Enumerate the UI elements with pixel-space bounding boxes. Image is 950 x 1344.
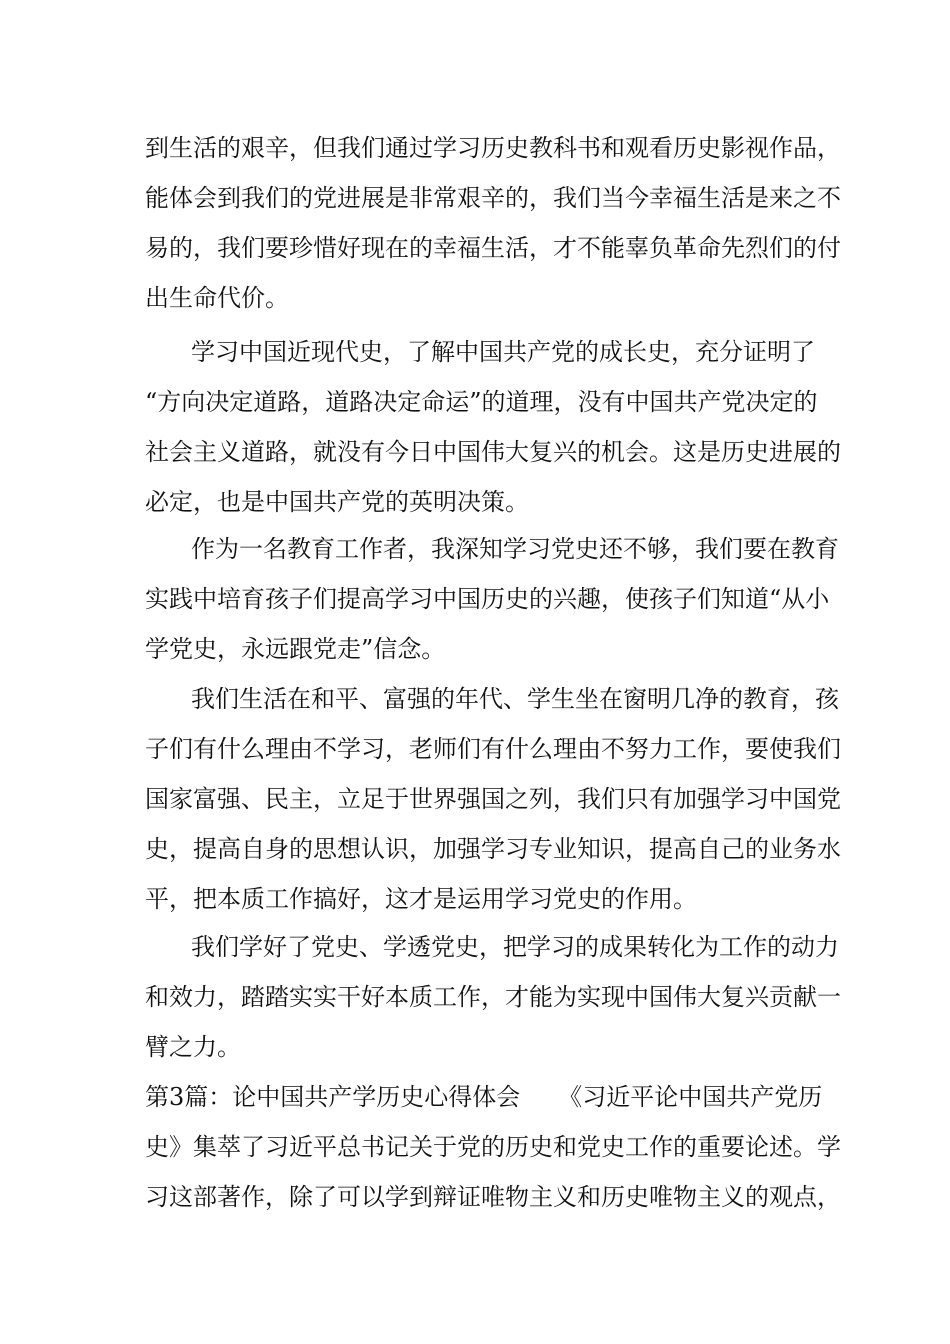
paragraph-1: [145, 123, 841, 323]
section-3: [145, 1072, 841, 1222]
text-line: 习这部著作，除了可以学到辩证唯物主义和历史唯物主义的观点，: [145, 1183, 841, 1211]
paragraph-2: [145, 327, 841, 527]
text-line: 学党史，永远跟党走”信念。: [145, 635, 446, 663]
text-line: 出生命代价。: [145, 284, 289, 312]
text-line: “方向决定道路，道路决定命运”的道理，没有中国共产党决定的: [145, 388, 818, 416]
text-line: 我们学好了党史、学透党史，把学习的成果转化为工作的动力: [191, 933, 839, 961]
section-heading: 第3篇：论中国共产学历史心得体会: [145, 1083, 521, 1111]
text-line: 和效力，踏踏实实干好本质工作，才能为实现中国伟大复兴贡献一: [145, 983, 841, 1011]
paragraph-5: [145, 922, 841, 1072]
text-line: 社会主义道路，就没有今日中国伟大复兴的机会。这是历史进展的: [145, 438, 841, 466]
text-line: 作为一名教育工作者，我深知学习党史还不够，我们要在教育: [191, 535, 839, 563]
text-line: 易的，我们要珍惜好现在的幸福生活，才不能辜负革命先烈们的付: [145, 234, 841, 262]
text-line: 平，把本质工作搞好，这才是运用学习党史的作用。: [145, 885, 697, 913]
text-line: 必定，也是中国共产党的英明决策。: [145, 488, 529, 516]
text-line: 子们有什么理由不学习，老师们有什么理由不努力工作，要使我们: [145, 735, 841, 763]
text-line: 学习中国近现代史，了解中国共产党的成长史，充分证明了: [191, 338, 815, 366]
text-line: 史》集萃了习近平总书记关于党的历史和党史工作的重要论述。学: [145, 1133, 841, 1161]
text-line: 能体会到我们的党进展是非常艰辛的，我们当今幸福生活是来之不: [145, 184, 841, 212]
text-line: 我们生活在和平、富强的年代、学生坐在窗明几净的教育，孩: [191, 685, 839, 713]
text-line: 史，提高自身的思想认识，加强学习专业知识，提高自己的业务水: [145, 835, 841, 863]
text-line: 到生活的艰辛，但我们通过学习历史教科书和观看历史影视作品，: [145, 134, 841, 162]
text-line: 臂之力。: [145, 1033, 241, 1061]
paragraph-4: [145, 674, 841, 924]
paragraph-3: [145, 524, 839, 674]
section-first-line-text: 《习近平论中国共产党历: [558, 1083, 823, 1111]
section-heading-line: [145, 1072, 823, 1122]
text-line: 实践中培育孩子们提高学习中国历史的兴趣，使孩子们知道“从小: [145, 585, 830, 613]
text-line: 国家富强、民主，立足于世界强国之列，我们只有加强学习中国党: [145, 785, 841, 813]
